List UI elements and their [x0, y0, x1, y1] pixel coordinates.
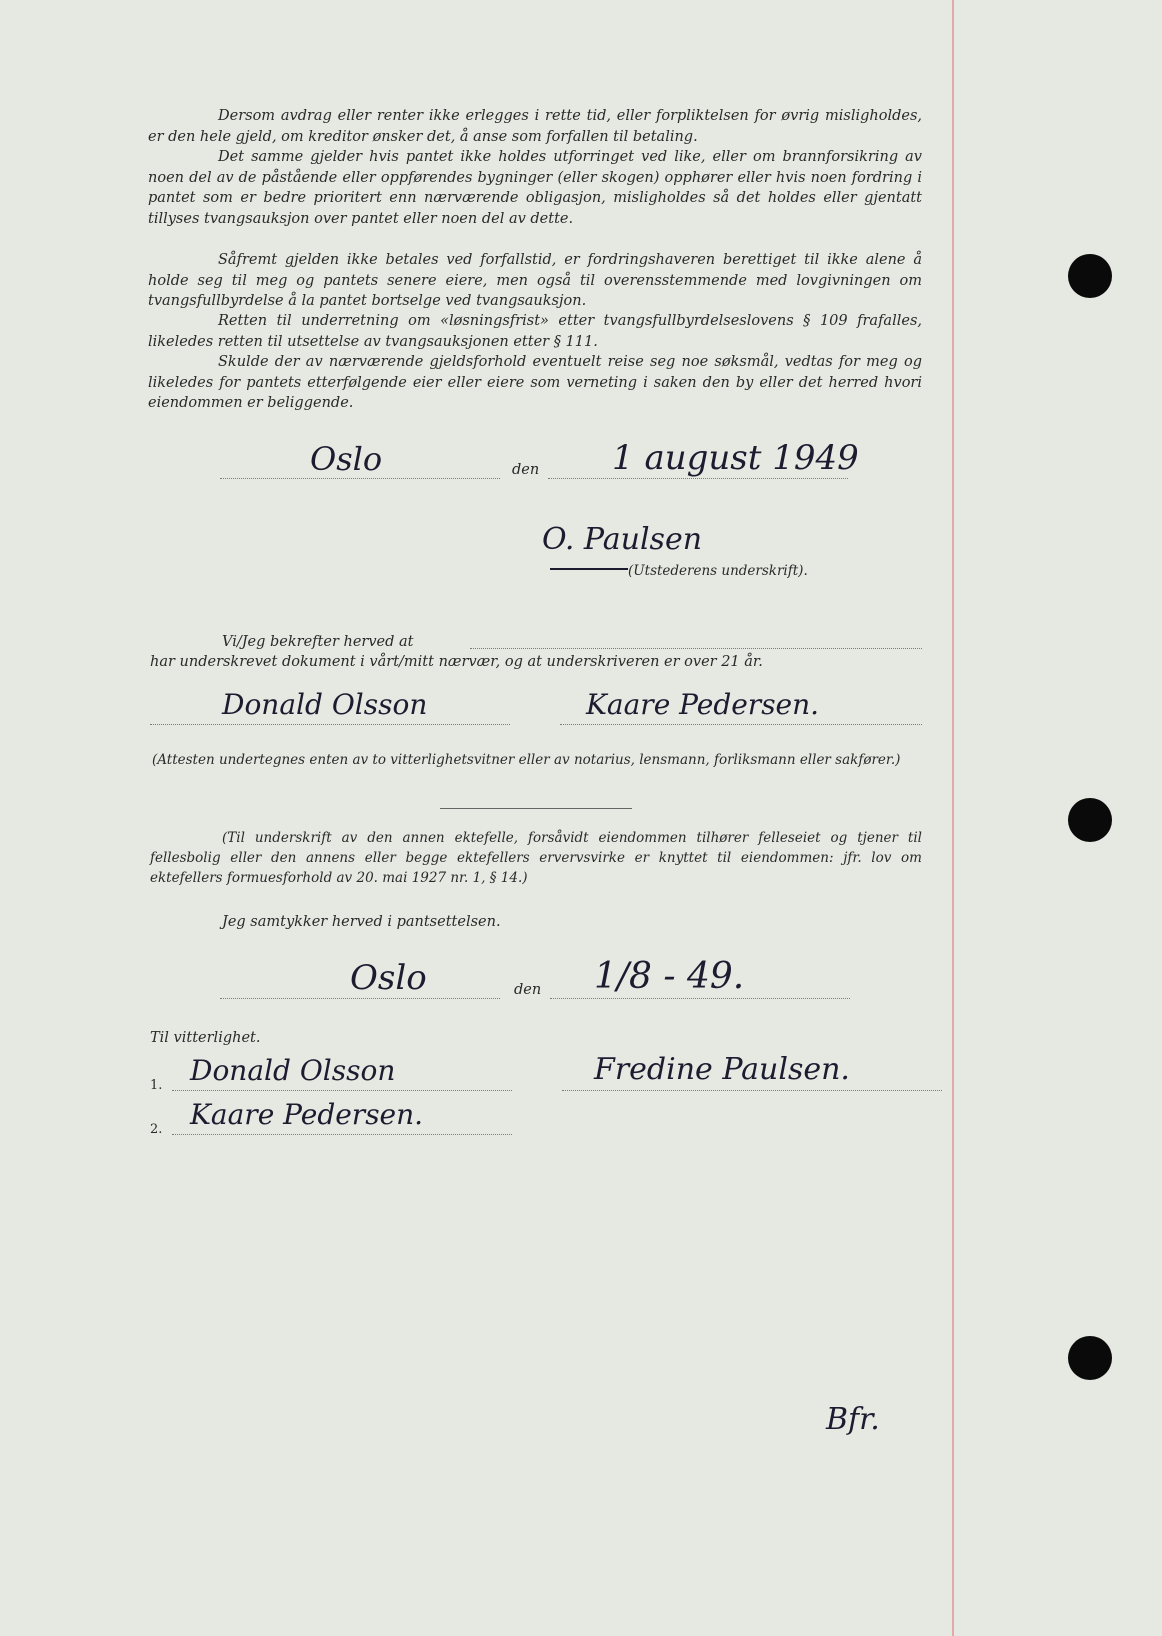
- dotted-line: [172, 1134, 512, 1135]
- paragraph: Dersom avdrag eller renter ikke erlegges i rette tid, eller forpliktelsen for øvrig misligholdes, er den hele gjeld, om kreditor ønsker det, å anse som forfallen til betaling.: [148, 108, 922, 145]
- den-label: den: [512, 462, 540, 478]
- witness-signature: Donald Olsson: [222, 688, 428, 721]
- punch-hole: [1068, 1336, 1112, 1380]
- signature-stroke: [550, 568, 628, 570]
- dotted-line: [220, 998, 500, 999]
- issuer-signature: O. Paulsen: [542, 522, 703, 557]
- dotted-line: [150, 724, 510, 725]
- witness-signature: Donald Olsson: [190, 1054, 396, 1087]
- divider: [440, 808, 632, 809]
- witness-number: 1.: [150, 1078, 163, 1093]
- punch-hole: [1068, 798, 1112, 842]
- witness-signature: Kaare Pedersen.: [190, 1098, 424, 1131]
- dotted-line: [550, 998, 850, 999]
- dotted-line: [562, 1090, 942, 1091]
- dotted-line: [470, 648, 922, 649]
- witness-number: 2.: [150, 1122, 163, 1137]
- punch-hole: [1068, 254, 1112, 298]
- dotted-line: [220, 478, 500, 479]
- witness-signature: Kaare Pedersen.: [586, 688, 820, 721]
- consent-text: Jeg samtykker herved i pantsettelsen.: [222, 914, 501, 930]
- margin-line: [952, 0, 954, 1636]
- dotted-line: [560, 724, 922, 725]
- attest-note: (Attesten undertegnes enten av to vitterlighetsvitner eller av notarius, lensmann, forliksmann eller sakfører.): [152, 752, 901, 768]
- handwritten-date: 1 august 1949: [612, 438, 859, 478]
- handwritten-place: Oslo: [350, 958, 427, 998]
- paragraph: Det samme gjelder hvis pantet ikke holdes utforringet ved like, eller om brannforsikring av noen del av de påstående eller oppførendes bygninger (eller skogen) opphører eller hvis noen fordring i pantet som er bedre prioritert enn nærværende obligasjon, misligholdes så det holdes eller gjentatt tillyses tvangsauksjon over pantet eller noen del av dette.: [148, 149, 922, 227]
- den-label: den: [514, 982, 542, 998]
- paragraph: Retten til underretning om «løsningsfrist» etter tvangsfullbyrdelseslovens § 109 frafalles, likeledes retten til utsettelse av tvangsauksjonen etter § 111.: [148, 313, 922, 350]
- handwritten-date: 1/8 - 49.: [594, 956, 745, 997]
- confirm-line: har underskrevet dokument i vårt/mitt nærvær, og at underskriveren er over 21 år.: [150, 654, 763, 670]
- dotted-line: [172, 1090, 512, 1091]
- handwritten-place: Oslo: [310, 440, 383, 478]
- paragraph: Såfremt gjelden ikke betales ved forfallstid, er fordringshaveren berettiget til ikke alene å holde seg til meg og pantets senere eiere, men også til overensstemmende med lovgivningen om tvangsfullbyrdelse å la pantet bortselge ved tvangsauksjon.: [148, 252, 922, 310]
- spouse-note: (Til underskrift av den annen ektefelle, forsåvidt eiendommen tilhører felleseiet og tjener til fellesbolig eller den annens eller begge ektefellers ervervsvirke er knyttet til eiendommen: jfr. lov om ektefellers formuesforhold av 20. mai 1927 nr. 1, § 14.): [150, 830, 922, 886]
- paragraph: Skulde der av nærværende gjeldsforhold eventuelt reise seg noe søksmål, vedtas for meg og likeledes for pantets etterfølgende eier eller eiere som verneting i saken den by eller det herred hvori eiendommen er beliggende.: [148, 354, 922, 412]
- signature-caption: (Utstederens underskrift).: [628, 563, 808, 579]
- confirm-line: Vi/Jeg bekrefter herved at: [222, 634, 414, 650]
- initials: Bfr.: [826, 1402, 880, 1437]
- spouse-signature: Fredine Paulsen.: [594, 1052, 850, 1087]
- witness-label: Til vitterlighet.: [150, 1030, 261, 1046]
- dotted-line: [548, 478, 848, 479]
